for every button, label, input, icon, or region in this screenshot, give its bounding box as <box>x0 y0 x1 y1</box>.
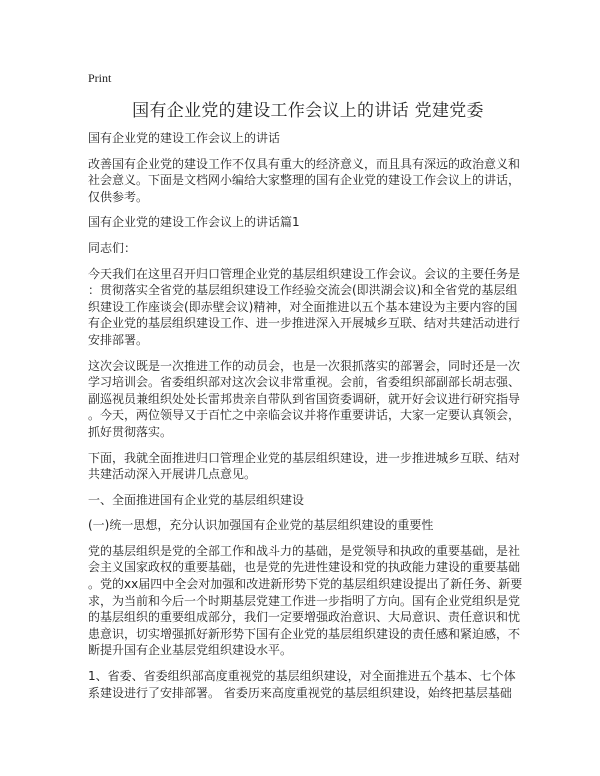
text-line: 求，为当前和今后一个时期基层党建工作进一步指明了方向。国有企业党组织是党 <box>88 593 521 608</box>
paragraph-body <box>88 543 528 659</box>
document-page <box>88 70 528 701</box>
text-line: 有企业党的基层组织建设工作、进一步推进深入开展城乡互联、结对共建活动进行 <box>88 316 521 331</box>
text-line: 这次会议既是一次推进工作的动员会，也是一次狠抓落实的部署会，同时还是一次 <box>88 358 521 373</box>
text-line: 1、省委、省委组织部高度重视党的基层组织建设，对全面推进五个基本、七个体 <box>88 669 516 684</box>
text-line: 国有企业党的建设工作会议上的讲话 <box>88 131 281 145</box>
text-line: ：贯彻落实全省党的基层组织建设工作经验交流会(即洪湖会议)和全省党的基层组 <box>88 283 518 298</box>
paragraph-body <box>88 450 528 483</box>
paragraph-heading <box>88 517 528 534</box>
text-line: 。今天，两位领导又于百忙之中亲临会议并将作重要讲话，大家一定要认真领会， <box>88 408 521 423</box>
text-line: 患意识，切实增强抓好新形势下国有企业党的基层组织建设的责任感和紧迫感，不 <box>88 626 521 641</box>
text-line: 仅供参考。 <box>88 189 149 204</box>
text-line: 的基层组织的重要组成部分，我们一定要增强政治意识、大局意识、责任意识和忧 <box>88 610 521 625</box>
text-line: 系建设进行了安排部署。 省委历来高度重视党的基层组织建设，始终把基层基础 <box>88 685 512 700</box>
text-line: 国有企业党的建设工作会议上的讲话篇1 <box>88 215 300 230</box>
text-line: 一、全面推进国有企业党的基层组织建设 <box>88 492 305 507</box>
text-line: (一)统一思想，充分认识加强国有企业党的基层组织建设的重要性 <box>88 518 434 533</box>
text-line: 。党的xx届四中全会对加强和改进新形势下党的基层组织建设提出了新任务、新要 <box>88 577 523 592</box>
text-line: 织建设工作座谈会(即赤壁会议)精神，对全面推进以五个基本建设为主要内容的国 <box>88 299 518 314</box>
text-line: 共建活动深入开展讲几点意见。 <box>88 467 257 482</box>
document-title: 国有企业党的建设工作会议上的讲话 党建党委 <box>132 101 484 121</box>
text-line: 改善国有企业党的建设工作不仅具有重大的经济意义，而且具有深远的政治意义和 <box>88 156 521 171</box>
paragraph-heading <box>88 492 528 509</box>
text-line: 安排部署。 <box>88 332 149 347</box>
text-line: 下面，我就全面推进归口管理企业党的基层组织建设，进一步推进城乡互联、结对 <box>88 450 521 465</box>
print-link[interactable]: Print <box>88 71 112 85</box>
text-line: 会主义国家政权的重要基础，也是党的先进性建设和党的执政能力建设的重要基础 <box>88 560 521 575</box>
document-body <box>88 130 528 701</box>
paragraph-subtitle <box>88 130 528 147</box>
text-line: 今天我们在这里召开归口管理企业党的基层组织建设工作会议。会议的主要任务是 <box>88 266 521 281</box>
paragraph-body <box>88 668 528 701</box>
paragraph-intro <box>88 156 528 206</box>
paragraph-body <box>88 358 528 441</box>
text-line: 社会意义。下面是文档网小编给大家整理的国有企业党的建设工作会议上的讲话， <box>88 173 521 188</box>
paragraph-salutation <box>88 240 528 257</box>
paragraph-body <box>88 266 528 349</box>
paragraph-section-title <box>88 214 528 231</box>
text-line: 副巡视员兼组织处处长雷邦贵亲自带队到省国资委调研，就开好会议进行研究指导 <box>88 391 521 406</box>
text-line: 党的基层组织是党的全部工作和战斗力的基础，是党领导和执政的重要基础，是社 <box>88 543 521 558</box>
text-line: 同志们： <box>88 240 137 255</box>
text-line: 抓好贯彻落实。 <box>88 424 173 439</box>
text-line: 断提升国有企业基层党组织建设水平。 <box>88 643 293 658</box>
text-line: 学习培训会。省委组织部对这次会议非常重视。会前，省委组织部副部长胡志强、 <box>88 375 521 390</box>
